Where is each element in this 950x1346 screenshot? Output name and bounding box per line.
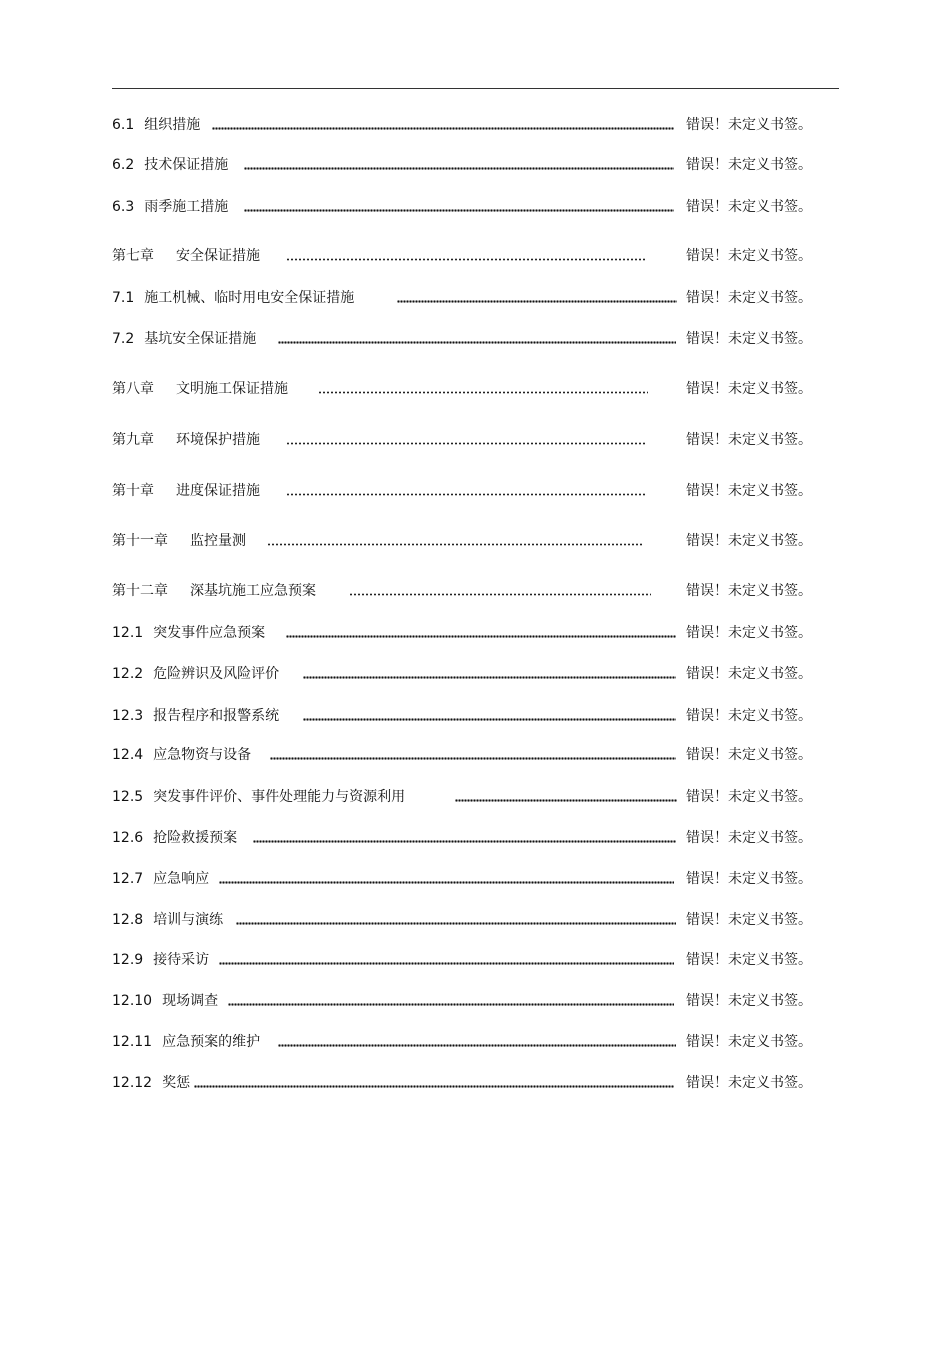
toc-entry-label: [112, 826, 237, 850]
dot-leader: [318, 384, 648, 394]
toc-entry-number: 12.3: [112, 708, 144, 724]
toc-entry-chapter-8[interactable]: [112, 377, 822, 401]
toc-entry-label: [112, 529, 246, 553]
toc-entry-label: [112, 989, 218, 1013]
toc-entry-page: 错误！未定义书签。: [686, 708, 812, 724]
toc-entry-title: 接待采访: [153, 952, 210, 968]
toc-entry-title: 抢险救援预案: [153, 830, 238, 846]
toc-entry-title: 现场调查: [162, 993, 219, 1009]
toc-entry-12-12[interactable]: [112, 1071, 822, 1095]
toc-entry-title: 安全保证措施: [176, 248, 260, 264]
toc-entry-number: 12.8: [112, 912, 144, 928]
toc-entry-number: 第七章: [112, 248, 154, 264]
toc-entry-page: 错误！未定义书签。: [686, 381, 812, 397]
toc-entry-title: 环境保护措施: [176, 432, 260, 448]
toc-entry-page: 错误！未定义书签。: [686, 583, 812, 599]
toc-entry-label: [112, 867, 209, 891]
toc-entry-7-2[interactable]: [112, 327, 822, 351]
toc-entry-label: [112, 662, 279, 686]
dot-leader: [278, 334, 676, 344]
toc-entry-title: 雨季施工措施: [144, 199, 229, 215]
toc-entry-number: 第九章: [112, 432, 154, 448]
toc-entry-number: 12.7: [112, 871, 144, 887]
toc-entry-page: 错误！未定义书签。: [686, 432, 812, 448]
toc-entry-title: 应急响应: [153, 871, 210, 887]
toc-entry-number: 第八章: [112, 381, 154, 397]
dot-leader: [244, 202, 674, 212]
dot-leader: [455, 792, 677, 802]
toc-entry-6-3[interactable]: [112, 195, 822, 219]
toc-entry-page: 错误！未定义书签。: [686, 1034, 812, 1050]
toc-entry-page: 错误！未定义书签。: [686, 1075, 812, 1091]
dot-leader: [267, 536, 643, 546]
toc-entry-7-1[interactable]: [112, 286, 822, 310]
toc-entry-label: [112, 785, 405, 809]
dot-leader: [397, 293, 677, 303]
toc-entry-number: 6.2: [112, 157, 135, 173]
toc-entry-number: 12.6: [112, 830, 144, 846]
toc-entry-number: 第十章: [112, 483, 154, 499]
toc-entry-number: 6.3: [112, 199, 135, 215]
dot-leader: [286, 251, 646, 261]
toc-entry-12-11[interactable]: [112, 1030, 822, 1054]
toc-entry-page: 错误！未定义书签。: [686, 483, 812, 499]
toc-entry-label: [112, 948, 209, 972]
dot-leader: [228, 996, 674, 1006]
toc-entry-label: [112, 1071, 190, 1095]
dot-leader: [303, 711, 676, 721]
toc-entry-label: [112, 377, 288, 401]
toc-entry-label: [112, 908, 223, 932]
toc-entry-number: 12.4: [112, 747, 144, 763]
dot-leader: [286, 628, 676, 638]
toc-entry-page: 错误！未定义书签。: [686, 290, 812, 306]
toc-entry-number: 7.2: [112, 331, 135, 347]
toc-entry-12-9[interactable]: [112, 948, 822, 972]
toc-entry-number: 12.11: [112, 1034, 153, 1050]
dot-leader: [303, 669, 676, 679]
toc-entry-number: 第十一章: [112, 533, 168, 549]
toc-entry-label: [112, 428, 260, 452]
toc-entry-title: 监控量测: [190, 533, 246, 549]
toc-entry-label: [112, 704, 279, 728]
toc-entry-chapter-11[interactable]: [112, 529, 822, 553]
toc-entry-page: 错误！未定义书签。: [686, 625, 812, 641]
toc-entry-number: 12.10: [112, 993, 153, 1009]
toc-entry-label: [112, 621, 265, 645]
toc-entry-page: 错误！未定义书签。: [686, 533, 812, 549]
toc-entry-number: 12.5: [112, 789, 144, 805]
toc-entry-12-1[interactable]: [112, 621, 822, 645]
dot-leader: [253, 833, 676, 843]
toc-entry-page: 错误！未定义书签。: [686, 331, 812, 347]
toc-entry-label: [112, 113, 200, 137]
toc-entry-title: 应急物资与设备: [153, 747, 252, 763]
toc-entry-page: 错误！未定义书签。: [686, 952, 812, 968]
dot-leader: [212, 120, 674, 130]
toc-entry-page: 错误！未定义书签。: [686, 199, 812, 215]
toc-entry-title: 文明施工保证措施: [176, 381, 288, 397]
dot-leader: [278, 1037, 676, 1047]
toc-entry-label: [112, 743, 251, 767]
toc-entry-title: 报告程序和报警系统: [153, 708, 280, 724]
toc-entry-page: 错误！未定义书签。: [686, 157, 812, 173]
toc-entry-number: 7.1: [112, 290, 135, 306]
toc-entry-title: 组织措施: [144, 117, 201, 133]
dot-leader: [349, 586, 651, 596]
toc-entry-12-10[interactable]: [112, 989, 822, 1013]
toc-entry-title: 施工机械、临时用电安全保证措施: [144, 290, 355, 306]
toc-entry-page: 错误！未定义书签。: [686, 248, 812, 264]
toc-entry-label: [112, 286, 354, 310]
toc-entry-title: 奖惩: [162, 1075, 191, 1091]
toc-entry-12-7[interactable]: [112, 867, 822, 891]
toc-entry-page: 错误！未定义书签。: [686, 871, 812, 887]
toc-entry-label: [112, 479, 260, 503]
dot-leader: [219, 874, 674, 884]
toc-entry-number: 第十二章: [112, 583, 168, 599]
toc-entry-number: 12.2: [112, 666, 144, 682]
dot-leader: [244, 160, 674, 170]
dot-leader: [236, 915, 676, 925]
toc-entry-label: [112, 195, 228, 219]
dot-leader: [219, 955, 674, 965]
toc-entry-label: [112, 1030, 260, 1054]
dot-leader: [286, 435, 646, 445]
toc-entry-title: 突发事件评价、事件处理能力与资源利用: [153, 789, 406, 805]
toc-entry-page: 错误！未定义书签。: [686, 117, 812, 133]
toc-entry-12-8[interactable]: [112, 908, 822, 932]
toc-entry-number: 12.1: [112, 625, 144, 641]
toc-entry-title: 基坑安全保证措施: [144, 331, 257, 347]
toc-entry-title: 危险辨识及风险评价: [153, 666, 280, 682]
toc-entry-page: 错误！未定义书签。: [686, 789, 812, 805]
toc-entry-12-2[interactable]: [112, 662, 822, 686]
toc-entry-6-2[interactable]: [112, 153, 822, 177]
toc-entry-chapter-9[interactable]: [112, 428, 822, 452]
toc-entry-label: [112, 327, 256, 351]
toc-entry-title: 进度保证措施: [176, 483, 260, 499]
toc-entry-chapter-12[interactable]: [112, 579, 822, 603]
toc-entry-label: [112, 153, 228, 177]
dot-leader: [286, 486, 646, 496]
toc-entry-number: 12.9: [112, 952, 144, 968]
toc-entry-chapter-10[interactable]: [112, 479, 822, 503]
toc-entry-number: 6.1: [112, 117, 135, 133]
toc-entry-title: 深基坑施工应急预案: [190, 583, 316, 599]
toc-entry-chapter-7[interactable]: [112, 244, 822, 268]
toc-entry-12-6[interactable]: [112, 826, 822, 850]
toc-entry-number: 12.12: [112, 1075, 153, 1091]
toc-entry-6-1[interactable]: [112, 113, 822, 137]
toc-entry-page: 错误！未定义书签。: [686, 993, 812, 1009]
toc-entry-page: 错误！未定义书签。: [686, 666, 812, 682]
toc-entry-title: 应急预案的维护: [162, 1034, 261, 1050]
toc-entry-title: 培训与演练: [153, 912, 224, 928]
toc-entry-title: 技术保证措施: [144, 157, 229, 173]
dot-leader: [194, 1078, 674, 1088]
toc-entry-title: 突发事件应急预案: [153, 625, 266, 641]
toc-entry-12-5[interactable]: [112, 785, 822, 809]
toc-entry-12-3[interactable]: [112, 704, 822, 728]
toc-entry-page: 错误！未定义书签。: [686, 830, 812, 846]
toc-entry-12-4[interactable]: [112, 743, 822, 767]
toc-entry-label: [112, 579, 316, 603]
toc-entry-page: 错误！未定义书签。: [686, 912, 812, 928]
dot-leader: [270, 750, 676, 760]
toc-entry-page: 错误！未定义书签。: [686, 747, 812, 763]
toc-entry-label: [112, 244, 260, 268]
